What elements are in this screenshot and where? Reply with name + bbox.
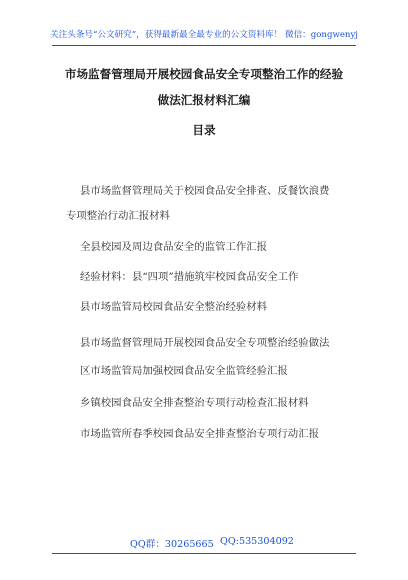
toc-item-8: 市场监管所春季校园食品安全排查整治专项行动汇报 <box>80 428 319 440</box>
footer-qq-group: QQ群：30265665 <box>130 539 214 550</box>
toc-heading: 目录 <box>192 123 216 137</box>
toc-item-7: 乡镇校园食品安全排查整治专项行动检查汇报材料 <box>80 397 309 409</box>
document-title-line-1: 市场监督管理局开展校园食品安全专项整治工作的经验 <box>64 67 344 81</box>
footer-qq-number: QQ:535304092 <box>220 536 294 547</box>
toc-item-2: 全县校园及周边食品安全的监管工作汇报 <box>80 241 268 253</box>
toc-item-3: 经验材料：县“四项”措施筑牢校园食品安全工作 <box>80 271 299 283</box>
document-title-line-2: 做法汇报材料汇编 <box>157 93 251 107</box>
footer-divider <box>52 553 356 554</box>
toc-item-1-line-2: 专项整治行动汇报材料 <box>66 210 170 222</box>
toc-item-4: 县市场监管局校园食品安全整治经验材料 <box>80 301 268 313</box>
header-divider <box>52 45 356 46</box>
toc-item-1-line-1: 县市场监督管理局关于校园食品安全排查、反餐饮浪费 <box>80 185 330 197</box>
toc-item-6: 区市场监管局加强校园食品安全监管经验汇报 <box>80 365 288 377</box>
toc-item-5: 县市场监督管理局开展校园食品安全专项整治经验做法 <box>80 337 330 349</box>
header-promo-note: 关注头条号“公文研究”，获得最新最全最专业的公文资料库！ 微信：gongwenyj <box>50 30 358 40</box>
